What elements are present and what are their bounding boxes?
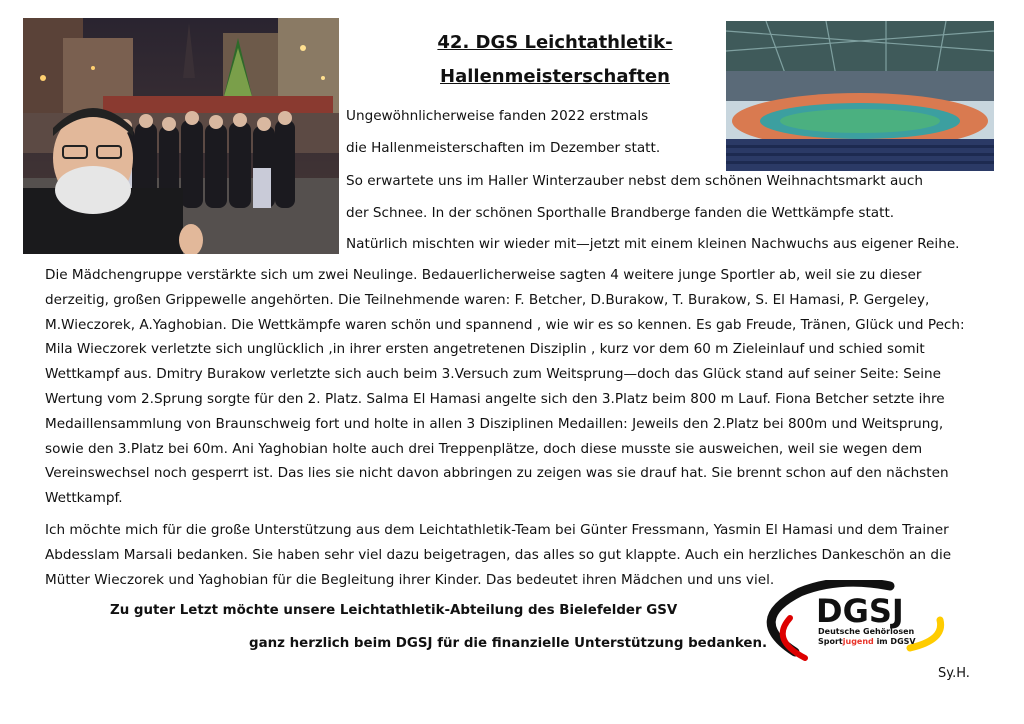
body-paragraph: Die Mädchengruppe verstärkte sich um zwei Neulinge. Bedauerlicherweise sagten 4 weitere junge Sportler ab, weil sie zu dieser derzeitig, großen Grippewelle angehörten. Die Teilnehmende waren: F. Betcher, D.Burakow, T. Burakow, S. El Hamasi, P. Gergeley, M.Wieczorek, A.Yaghobian. Die Wettkämpfe waren schön und spannend , wie wir es so kennen. Es gab Freude, Tränen, Glück und Pech: Mila Wieczorek verletzte sich unglücklich ,in ihrer ersten angetretenen Disziplin , kurz vor dem 60 m Zieleinlauf und schied somit Wettkampf aus. Dmitry Burakow verletzte sich auch beim 3.Versuch zum Weitsprung—doch das Glück stand auf seiner Seite: Seine Wertung vom 2.Sprung sorgte für den 2. Platz. Salma El Hamasi angelte sich den 3.Platz beim 800 m Lauf. Fiona Betcher setzte ihre Medaillensammlung von Braunschweig fort und holte in allen 3 Disziplinen Medaillen: Jeweils den 2.Platz bei 800m und Weitsprung, sowie den 3.Platz bei 60m. Ani Yaghobian holte auch drei Treppenplätze, doch diese musste sie ausweichen, weil sie wegen dem Vereinswechsel noch gesperrt ist. Das lies sie nicht davon abbringen zu zeigen was sie drauf hat. Sie brennt schon auf den nächsten Wettkampf.: [45, 267, 965, 507]
group-selfie-photo: [23, 18, 339, 254]
thanks-paragraph: Ich möchte mich für die große Unterstützung aus dem Leichtathletik-Team bei Günter Fressmann, Yasmin El Hamasi und dem Trainer Abdesslam Marsali bedanken. Sie haben sehr viel dazu beigetragen, das alles so gut klappte. Auch ein herzliches Dankeschön an die Mütter Wieczorek und Yaghobian für die Begleitung ihrer Kinder. Das bedeutet ihren Mädchen und uns viel.: [45, 522, 952, 588]
intro-line-4: der Schnee. In der schönen Sporthalle Brandberge fanden die Wettkämpfe statt.: [346, 205, 895, 221]
intro-line-3: So erwartete uns im Haller Winterzauber nebst dem schönen Weihnachtsmarkt auch: [346, 173, 923, 189]
logo-subtitle-2: [818, 637, 916, 646]
logo-wordmark: DGSJ: [816, 592, 904, 630]
intro-line-5: Natürlich mischten wir wieder mit—jetzt mit einem kleinen Nachwuchs aus eigener Reihe.: [346, 236, 960, 252]
intro-line-2: die Hallenmeisterschaften im Dezember statt.: [346, 140, 661, 156]
logo-subtitle-jugend: jugend: [842, 637, 874, 646]
article-title-line-2: Hallenmeisterschaften: [440, 66, 670, 87]
closing-line-2: ganz herzlich beim DGSJ für die finanzielle Unterstützung bedanken.: [249, 636, 768, 651]
article-title-line-1: 42. DGS Leichtathletik-: [437, 32, 673, 53]
intro-line-1: Ungewöhnlicherweise fanden 2022 erstmals: [346, 108, 649, 124]
signature: Sy.H.: [938, 666, 970, 681]
dgsj-logo: [760, 580, 950, 666]
closing-line-1: Zu guter Letzt möchte unsere Leichtathletik-Abteilung des Bielefelder GSV: [110, 603, 678, 618]
athletics-hall-photo: [726, 21, 994, 171]
logo-subtitle-1: Deutsche Gehörlosen: [818, 627, 915, 636]
logo-subtitle-dgsv: im DGSV: [873, 637, 916, 646]
logo-subtitle-sport: Sport: [818, 637, 843, 646]
